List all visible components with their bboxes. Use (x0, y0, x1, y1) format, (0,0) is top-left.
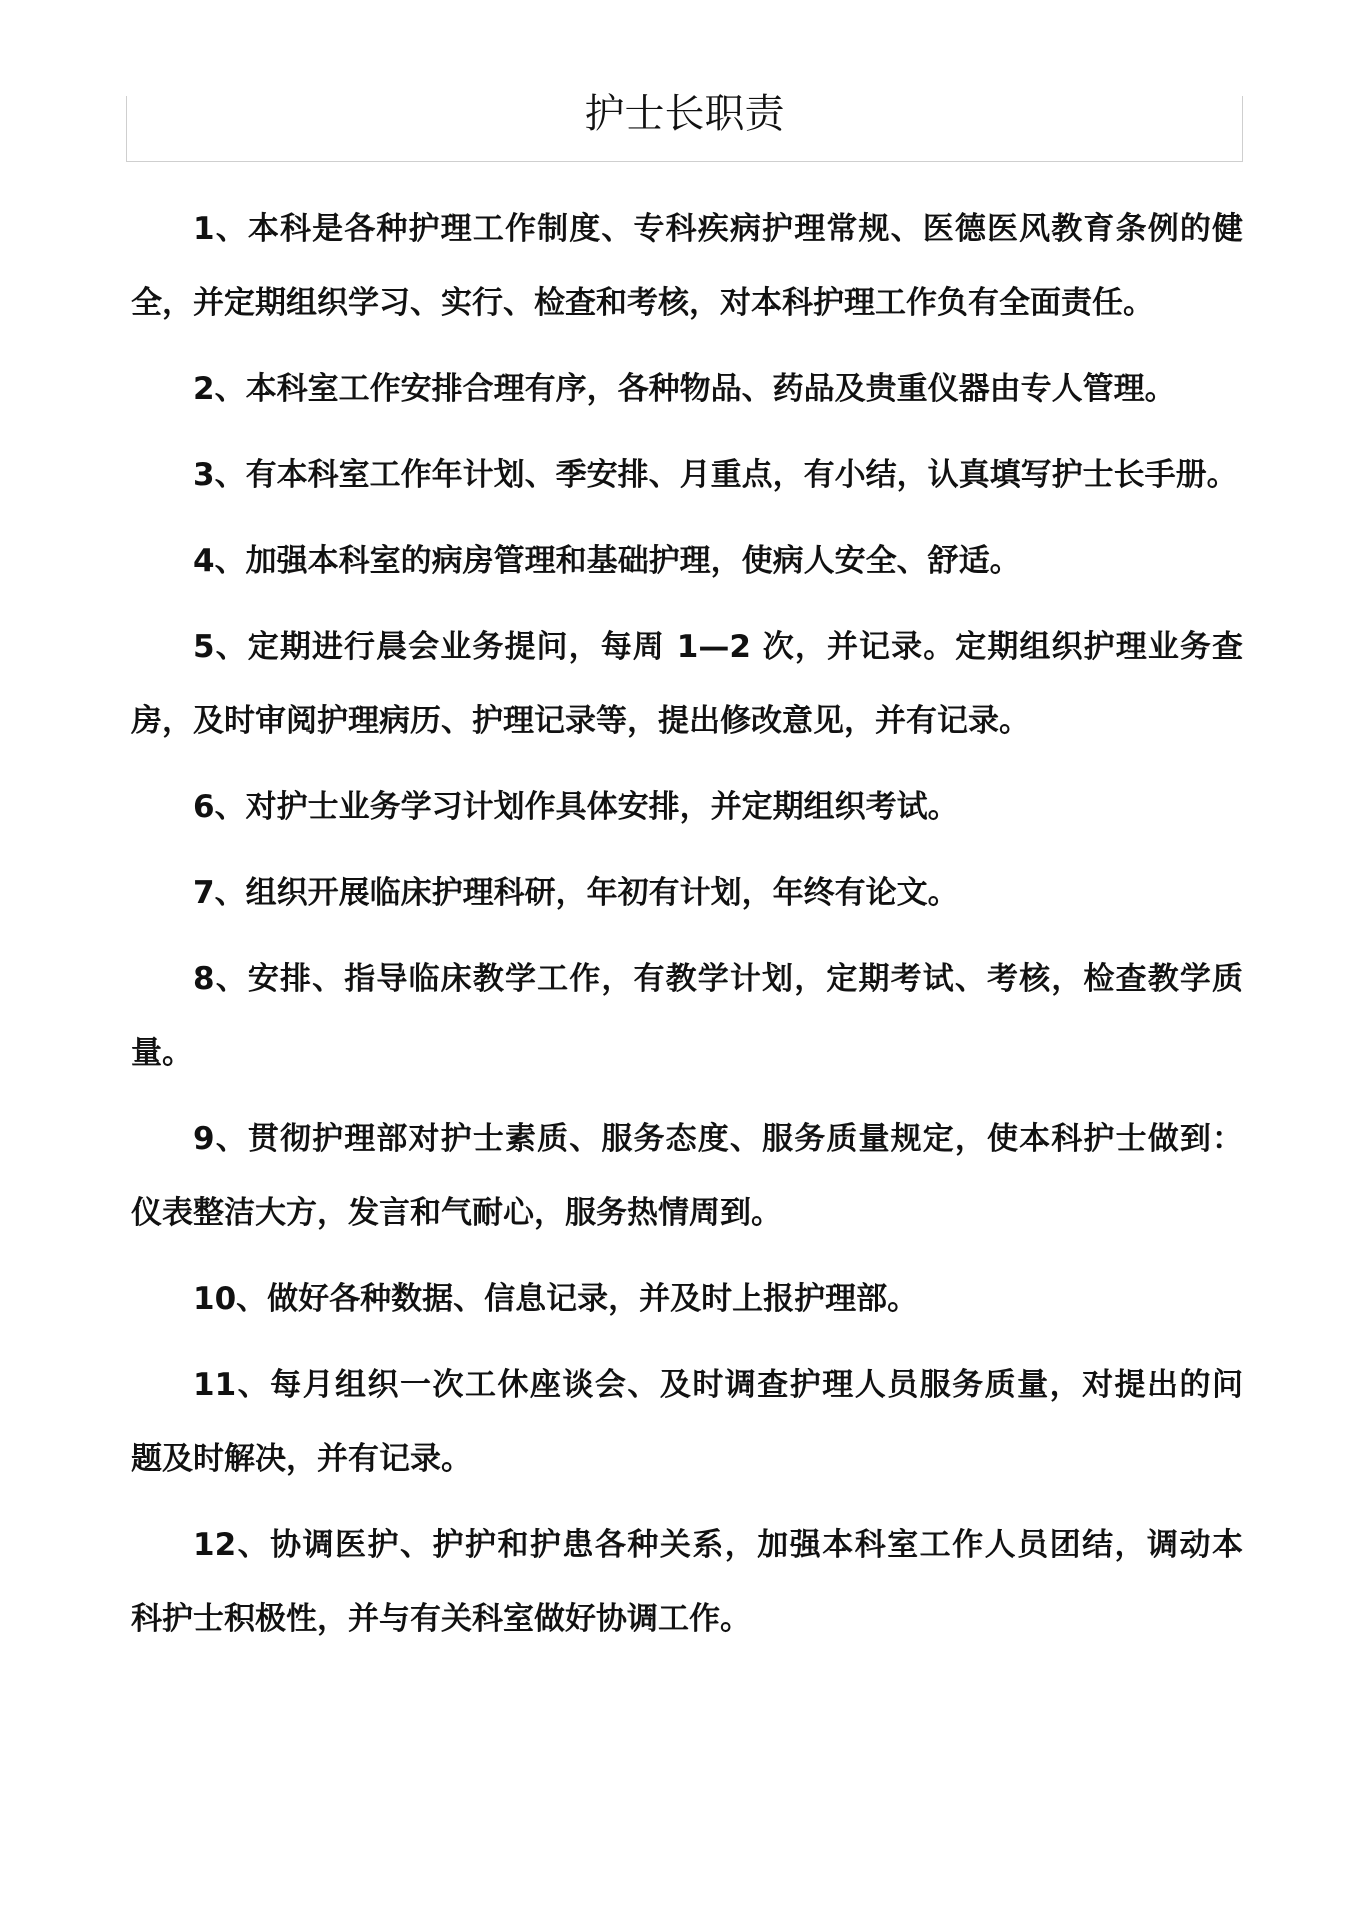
duty-item-line: 量。 (131, 1035, 193, 1071)
duty-item-11 (131, 1348, 1243, 1496)
duty-item-line: 6、对护士业务学习计划作具体安排，并定期组织考试。 (193, 789, 959, 825)
duty-item-8 (131, 942, 1243, 1090)
duty-item-line: 题及时解决，并有记录。 (131, 1441, 472, 1477)
duty-item-line: 仪表整洁大方，发言和气耐心，服务热情周到。 (131, 1195, 782, 1231)
duty-item-line: 科护士积极性，并与有关科室做好协调工作。 (131, 1601, 751, 1637)
duty-item-line: 2、本科室工作安排合理有序，各种物品、药品及贵重仪器由专人管理。 (193, 371, 1176, 407)
duty-item-line: 7、组织开展临床护理科研，年初有计划，年终有论文。 (193, 875, 959, 911)
duty-item-3 (131, 438, 1243, 512)
duty-item-7 (131, 856, 1243, 930)
duty-item-line: 1、本科是各种护理工作制度、专科疾病护理常规、医德医风教育条例的健 (193, 211, 1243, 247)
duty-item-1 (131, 192, 1243, 340)
duty-item-5 (131, 610, 1243, 758)
page-title: 护士长职责 (584, 91, 785, 137)
duty-item-line: 房，及时审阅护理病历、护理记录等，提出修改意见，并有记录。 (131, 703, 1030, 739)
duty-item-line: 3、有本科室工作年计划、季安排、月重点，有小结，认真填写护士长手册。 (193, 457, 1238, 493)
duty-item-10 (131, 1262, 1243, 1336)
duty-item-line: 10、做好各种数据、信息记录，并及时上报护理部。 (193, 1281, 919, 1317)
duty-item-line: 5、定期进行晨会业务提问，每周 1—2 次，并记录。定期组织护理业务查 (193, 629, 1243, 665)
duty-item-line: 4、加强本科室的病房管理和基础护理，使病人安全、舒适。 (193, 543, 1021, 579)
duty-item-12 (131, 1508, 1243, 1656)
duty-item-line: 8、安排、指导临床教学工作，有教学计划，定期考试、考核，检查教学质 (193, 961, 1243, 997)
duty-item-2 (131, 352, 1243, 426)
duty-item-line: 12、协调医护、护护和护患各种关系，加强本科室工作人员团结，调动本 (193, 1527, 1243, 1563)
duty-item-line: 9、贯彻护理部对护士素质、服务态度、服务质量规定，使本科护士做到： (193, 1121, 1243, 1157)
duty-item-6 (131, 770, 1243, 844)
duty-item-line: 全，并定期组织学习、实行、检查和考核，对本科护理工作负有全面责任。 (131, 285, 1154, 321)
duty-item-line: 11、每月组织一次工休座谈会、及时调查护理人员服务质量，对提出的问 (193, 1367, 1243, 1403)
duty-list (131, 192, 1243, 1668)
duty-item-4 (131, 524, 1243, 598)
duty-item-9 (131, 1102, 1243, 1250)
